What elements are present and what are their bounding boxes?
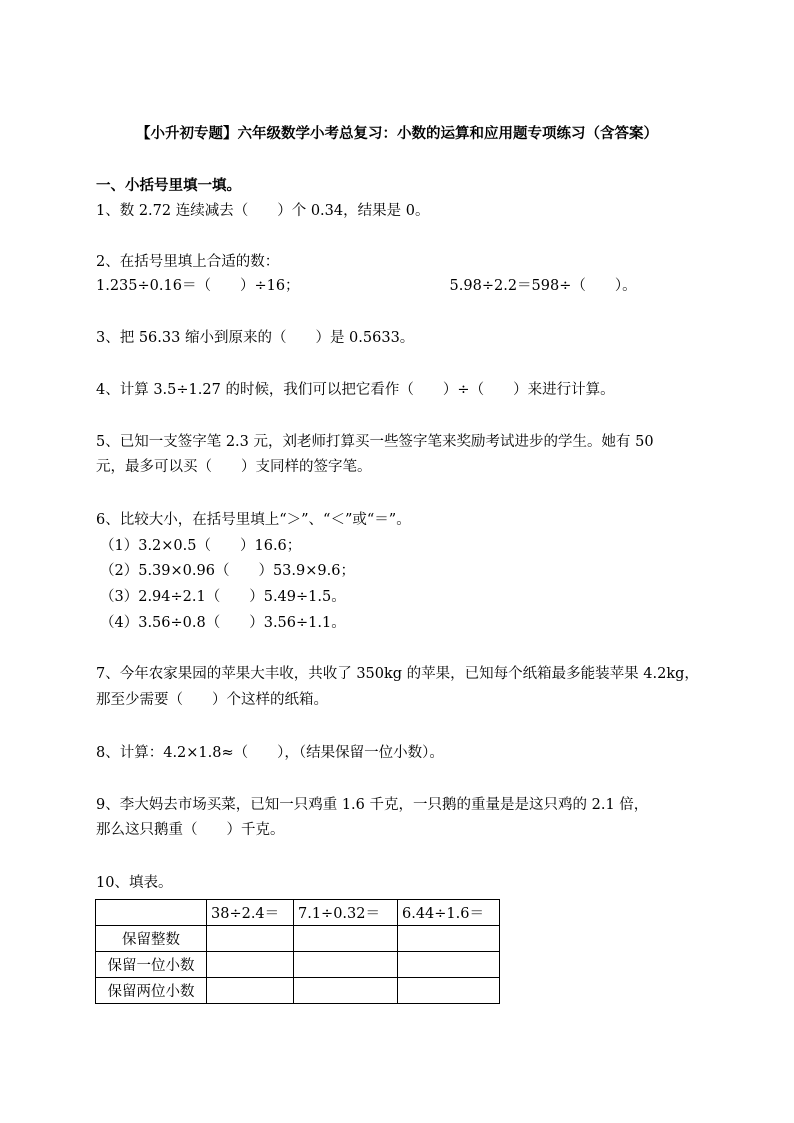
question-4: 4、计算 3.5÷1.27 的时候，我们可以把它看作（ ）÷（ ）来进行计算。 [96, 382, 615, 398]
table-answer-cell[interactable] [294, 926, 398, 952]
table-row-label: 保留整数 [96, 926, 207, 952]
table-header-cell: 6.44÷1.6＝ [398, 900, 500, 926]
table-row-label: 保留一位小数 [96, 952, 207, 978]
section-heading: 一、小括号里填一填。 [96, 177, 241, 194]
question-9-line-1: 9、李大妈去市场买菜，已知一只鸡重 1.6 千克，一只鹅的重量是是这只鸡的 2.1 倍， [96, 797, 649, 813]
table-answer-cell[interactable] [207, 926, 294, 952]
question-2-item-a: 1.235÷0.16＝（ ）÷16； [96, 278, 300, 294]
table-header-row [96, 900, 500, 926]
table-row [96, 952, 500, 978]
question-6-item: （2）5.39×0.96（ ）53.9×9.6； [100, 563, 355, 579]
question-9-line-2: 那么这只鹅重（ ）千克。 [96, 822, 285, 838]
question-5-line-1: 5、已知一支签字笔 2.3 元，刘老师打算买一些签字笔来奖励考试进步的学生。她有 50 [96, 434, 654, 450]
table-answer-cell[interactable] [398, 926, 500, 952]
question-6-item: （4）3.56÷0.8（ ）3.56÷1.1。 [100, 615, 346, 631]
question-6-item: （3）2.94÷2.1（ ）5.49÷1.5。 [100, 589, 346, 605]
table-row [96, 978, 500, 1004]
table-answer-cell[interactable] [207, 978, 294, 1004]
fill-in-table [95, 899, 500, 1004]
table-row [96, 926, 500, 952]
page-title: 【小升初专题】六年级数学小考总复习：小数的运算和应用题专项练习（含答案） [136, 125, 658, 142]
table-answer-cell[interactable] [398, 952, 500, 978]
question-5-line-2: 元，最多可以买（ ）支同样的签字笔。 [96, 459, 372, 475]
question-2: 2、在括号里填上合适的数： [96, 254, 280, 270]
table-header-cell [96, 900, 207, 926]
table-header-cell: 38÷2.4＝ [207, 900, 294, 926]
table-row-label: 保留两位小数 [96, 978, 207, 1004]
table-answer-cell[interactable] [207, 952, 294, 978]
question-2-item-b: 5.98÷2.2＝598÷（ ）。 [449, 278, 637, 294]
question-3: 3、把 56.33 缩小到原来的（ ）是 0.5633。 [96, 330, 415, 346]
question-8: 8、计算：4.2×1.8≈（ ），（结果保留一位小数）。 [96, 745, 444, 761]
question-2-items [96, 276, 637, 296]
question-1: 1、数 2.72 连续减去（ ）个 0.34，结果是 0。 [96, 203, 430, 219]
table-answer-cell[interactable] [294, 978, 398, 1004]
question-6: 6、比较大小，在括号里填上“＞”、“＜”或“＝”。 [96, 512, 411, 528]
question-7-line-1: 7、今年农家果园的苹果大丰收，共收了 350kg 的苹果，已知每个纸箱最多能装苹果 4.2kg， [96, 666, 699, 682]
question-10: 10、填表。 [96, 875, 173, 891]
table-answer-cell[interactable] [398, 978, 500, 1004]
question-7-line-2: 那至少需要（ ）个这样的纸箱。 [96, 692, 328, 708]
table-header-cell: 7.1÷0.32＝ [294, 900, 398, 926]
question-6-item: （1）3.2×0.5（ ）16.6； [100, 538, 302, 554]
table-answer-cell[interactable] [294, 952, 398, 978]
